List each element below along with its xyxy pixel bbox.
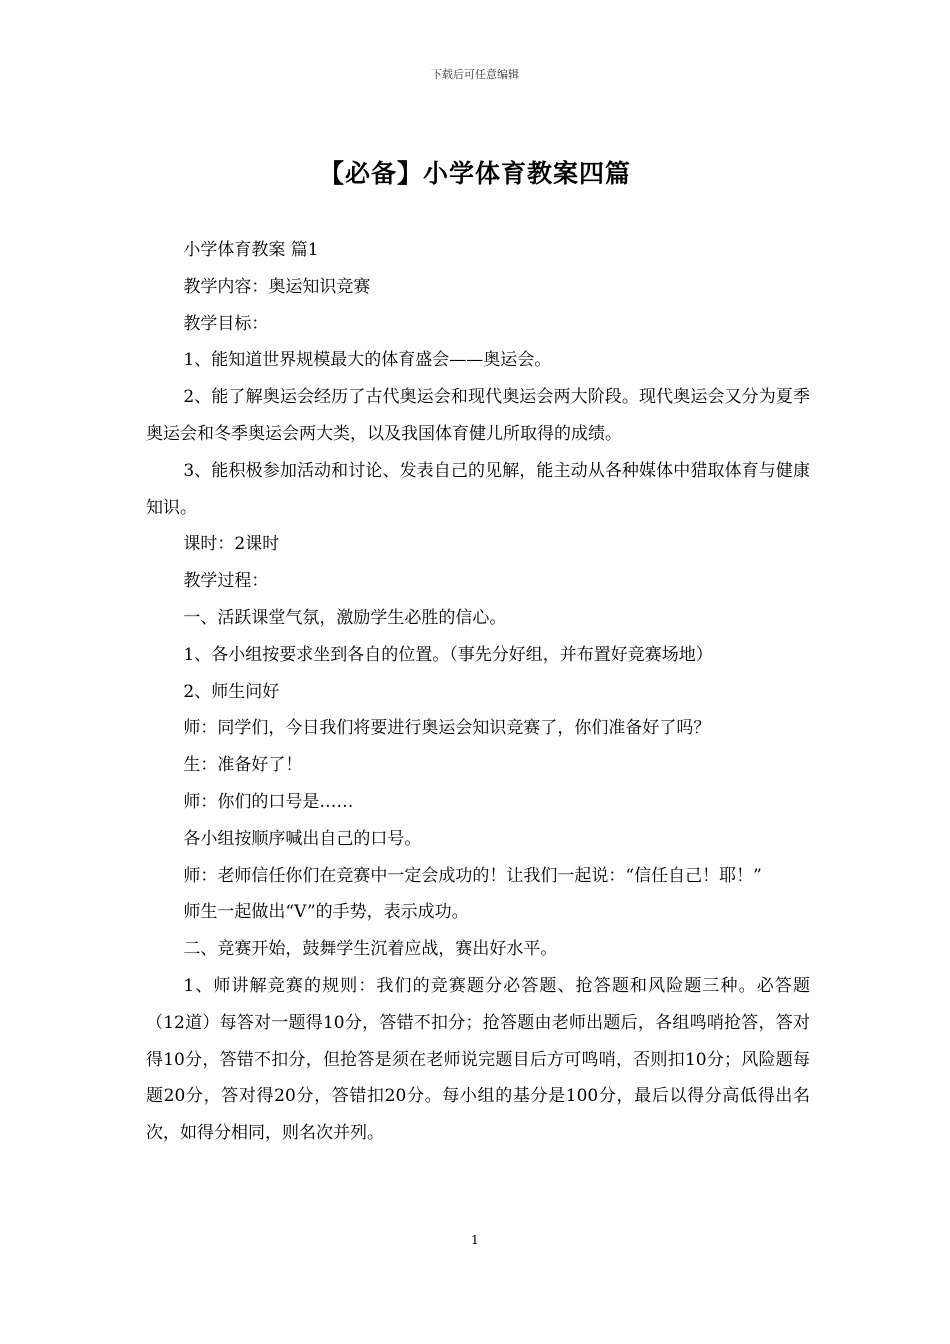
dialogue-line: 生：准备好了！ xyxy=(183,755,303,776)
goal-item-1: 1、能知道世界规模最大的体育盛会——奥运会。 xyxy=(183,350,552,371)
page-number: 1 xyxy=(471,1233,479,1247)
class-hours: 课时：2课时 xyxy=(183,534,280,555)
document-body xyxy=(146,232,810,1152)
process-step-heading: 二、竞赛开始，鼓舞学生沉着应战，赛出好水平。 xyxy=(183,939,558,960)
process-step-heading: 一、活跃课堂气氛，激励学生必胜的信心。 xyxy=(183,607,507,628)
dialogue-line: 师生一起做出“V”的手势，表示成功。 xyxy=(183,902,469,923)
goal-item-3: 3、能积极参加活动和讨论、发表自己的见解，能主动从各种媒体中猎取体育与健康知识。 xyxy=(146,460,810,518)
section-heading: 小学体育教案 篇1 xyxy=(183,240,319,260)
process-item: 1、各小组按要求坐到各自的位置。（事先分好组，并布置好竞赛场地） xyxy=(183,644,713,665)
teaching-process-label: 教学过程： xyxy=(183,571,269,592)
teaching-goals-label: 教学目标： xyxy=(183,313,269,334)
dialogue-line: 各小组按顺序喊出自己的口号。 xyxy=(183,828,422,849)
competition-rules: 1、师讲解竞赛的规则：我们的竞赛题分必答题、抢答题和风险题三种。必答题（12道）每答对一题得10分，答错不扣分；抢答题由老师出题后，各组鸣哨抢答，答对得10分，答错不扣分，但抢答是须在老师说完题目后方可鸣哨，否则扣10分；风险题每题20分，答对得20分，答错扣20分。每小组的基分是100分，最后以得分高低得出名次，如得分相同，则名次并列。 xyxy=(146,975,810,1144)
goal-item-2: 2、能了解奥运会经历了古代奥运会和现代奥运会两大阶段。现代奥运会又分为夏季奥运会和冬季奥运会两大类，以及我国体育健儿所取得的成绩。 xyxy=(146,387,810,444)
dialogue-line: 师：你们的口号是…… xyxy=(183,791,354,812)
dialogue-line: 师：同学们，今日我们将要进行奥运会知识竞赛了，你们准备好了吗？ xyxy=(183,718,711,739)
dialogue-line: 师：老师信任你们在竞赛中一定会成功的！让我们一起说：“信任自己！耶！” xyxy=(183,865,762,886)
page-header-note: 下载后可任意编辑 xyxy=(431,68,519,81)
process-item: 2、师生问好 xyxy=(183,681,280,702)
teaching-content: 教学内容：奥运知识竞赛 xyxy=(183,276,371,297)
document-title: 【必备】小学体育教案四篇 xyxy=(318,159,631,188)
